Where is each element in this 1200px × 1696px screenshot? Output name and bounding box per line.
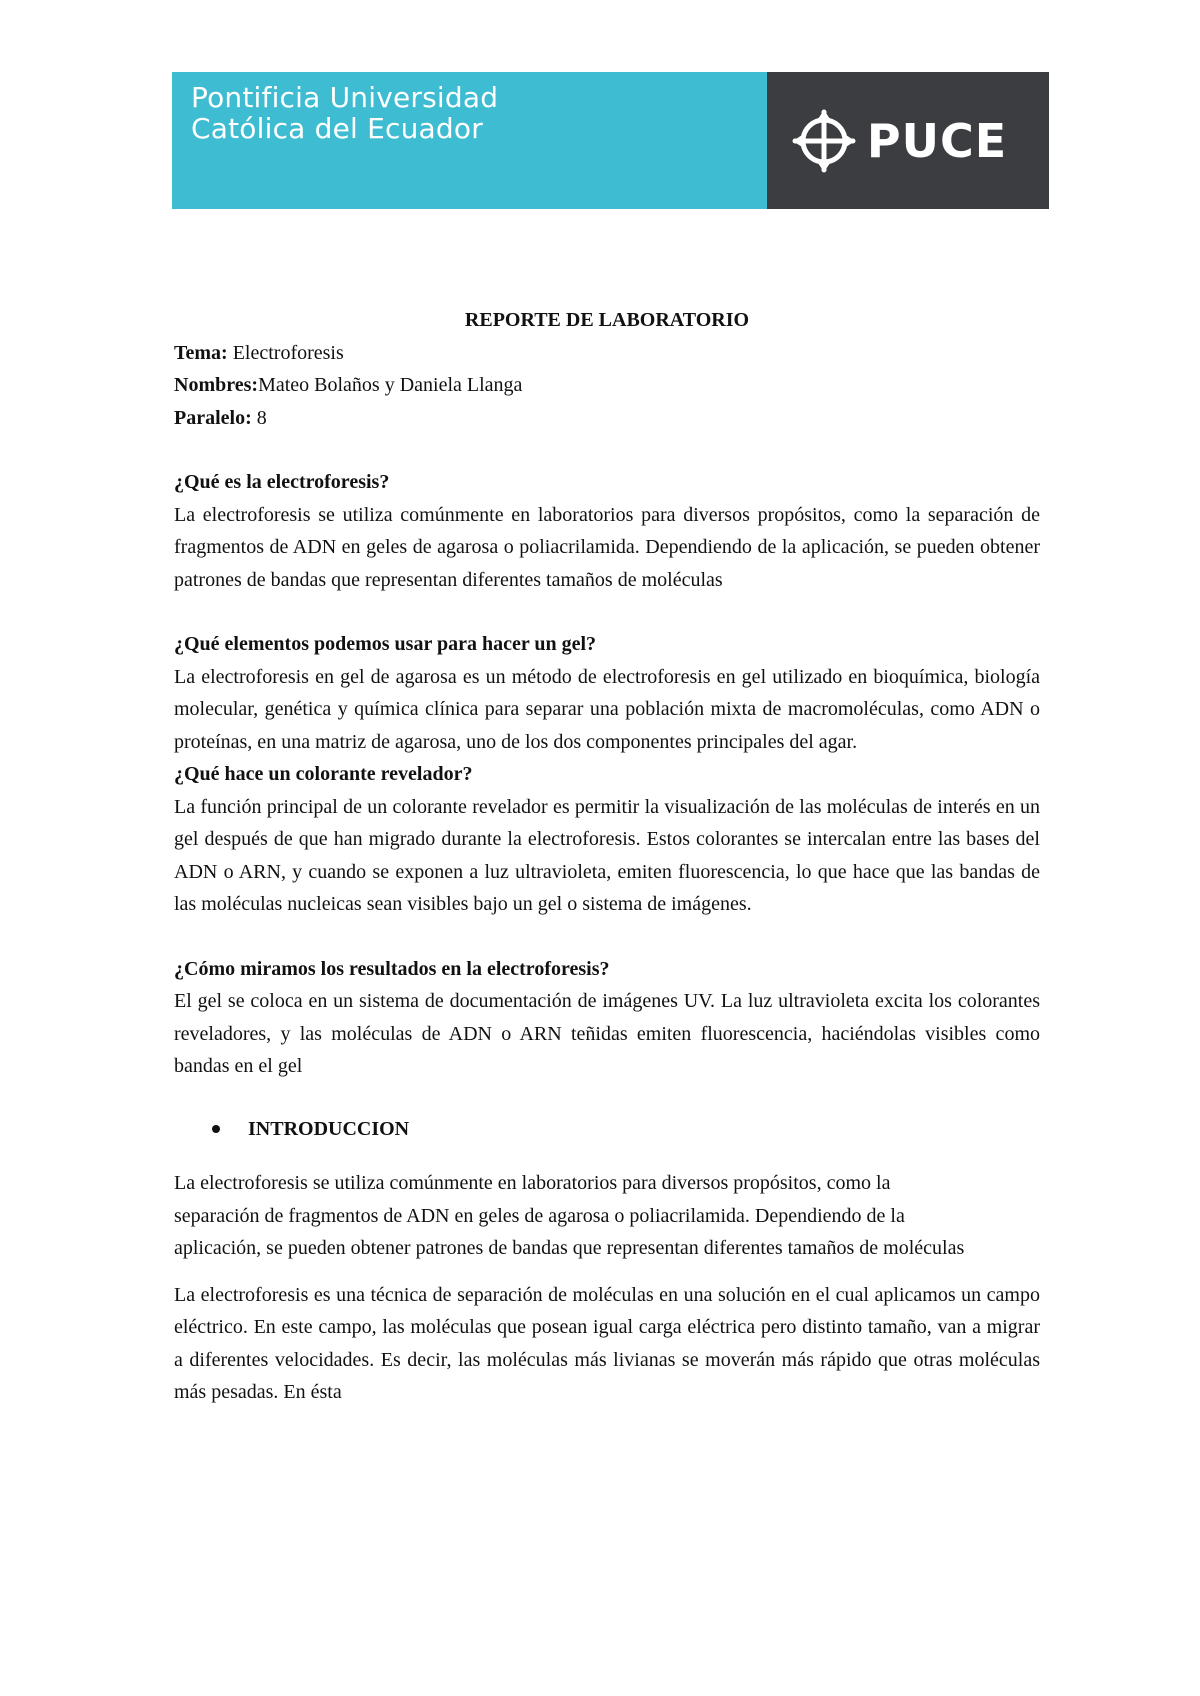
nombres-label: Nombres: — [174, 374, 259, 396]
spacer — [174, 1145, 1040, 1167]
nombres-line — [174, 369, 1040, 402]
paralelo-label: Paralelo: — [174, 406, 252, 429]
spacer — [174, 921, 1040, 953]
section-question: ¿Qué hace un colorante revelador? — [174, 763, 473, 785]
tema-line — [174, 337, 1040, 370]
introduction-heading: INTRODUCCION — [248, 1117, 410, 1140]
university-name — [191, 82, 498, 144]
university-name-line2: Católica del Ecuador — [191, 112, 483, 145]
puce-logo — [791, 108, 1007, 174]
section-answer: La electroforesis se utiliza comúnmente en laboratorios para diversos propósitos, como la separación de fragmentos de ADN en geles de agarosa o poliacrilamida. Dependiendo de la aplicación, se pueden obtener patrones de bandas que representan diferentes tamaños de moléculas — [174, 503, 1040, 591]
section-answer: La electroforesis en gel de agarosa es un método de electroforesis en gel utilizado en bioquímica, biología molecular, genética y química clínica para separar una población mixta de macromoléculas, como ADN o proteínas, en una matriz de agarosa, uno de los dos componentes principales del agar. — [174, 665, 1040, 753]
report-title: REPORTE DE LABORATORIO — [464, 309, 750, 331]
section-question: ¿Qué es la electroforesis? — [174, 471, 390, 493]
tema-value: Electroforesis — [227, 341, 344, 364]
introduction-heading-row — [174, 1113, 1040, 1146]
tema-label: Tema: — [174, 341, 228, 364]
banner-right-panel — [767, 72, 1049, 209]
spacer — [174, 596, 1040, 628]
introduction-paragraph: La electroforesis se utiliza comúnmente en laboratorios para diversos propósitos, como la separación de fragmentos de ADN en geles de agarosa o poliacrilamida. Dependiendo de la aplicación, se pueden obtener patrones de bandas que representan diferentes tamaños de moléculas — [174, 1172, 965, 1259]
introduction-body — [174, 1167, 1040, 1409]
bullet-icon — [212, 1125, 220, 1133]
spacer — [174, 1265, 1040, 1279]
section-answer: El gel se coloca en un sistema de documentación de imágenes UV. La luz ultravioleta excita los colorantes reveladores, y las moléculas de ADN o ARN teñidas emiten fluorescencia, haciéndolas visibles como bandas en el gel — [174, 990, 1040, 1077]
spacer — [174, 434, 1040, 466]
spacer — [174, 1083, 1040, 1113]
university-name-line1: Pontificia Universidad — [191, 81, 499, 114]
puce-logo-text: PUCE — [866, 113, 1008, 168]
paralelo-value: 8 — [251, 406, 267, 429]
banner-left-panel — [172, 72, 767, 209]
report-body — [174, 304, 1040, 1409]
introduction-paragraph: La electroforesis es una técnica de separación de moléculas en una solución en el cual aplicamos un campo eléctrico. En este campo, las moléculas que posean igual carga eléctrica pero distinto tamaño, van a migrar a diferentes velocidades. Es decir, las moléculas más livianas se moverán más rápido que otras moléculas más pesadas. En ésta — [174, 1283, 1040, 1403]
university-banner — [172, 72, 1049, 209]
paralelo-line — [174, 402, 1040, 435]
puce-cross-icon — [791, 108, 857, 174]
section-question: ¿Qué elementos podemos usar para hacer un gel? — [174, 633, 597, 655]
section-question: ¿Cómo miramos los resultados en la electroforesis? — [174, 957, 610, 980]
nombres-value: Mateo Bolaños y Daniela Llanga — [258, 374, 523, 396]
section-answer: La función principal de un colorante revelador es permitir la visualización de las moléculas de interés en un gel después de que han migrado durante la electroforesis. Estos colorantes se intercalan entre las bases del ADN o ARN, y cuando se exponen a luz ultravioleta, emiten fluorescencia, lo que hace que las bandas de las moléculas nucleicas sean visibles bajo un gel o sistema de imágenes. — [174, 795, 1040, 915]
